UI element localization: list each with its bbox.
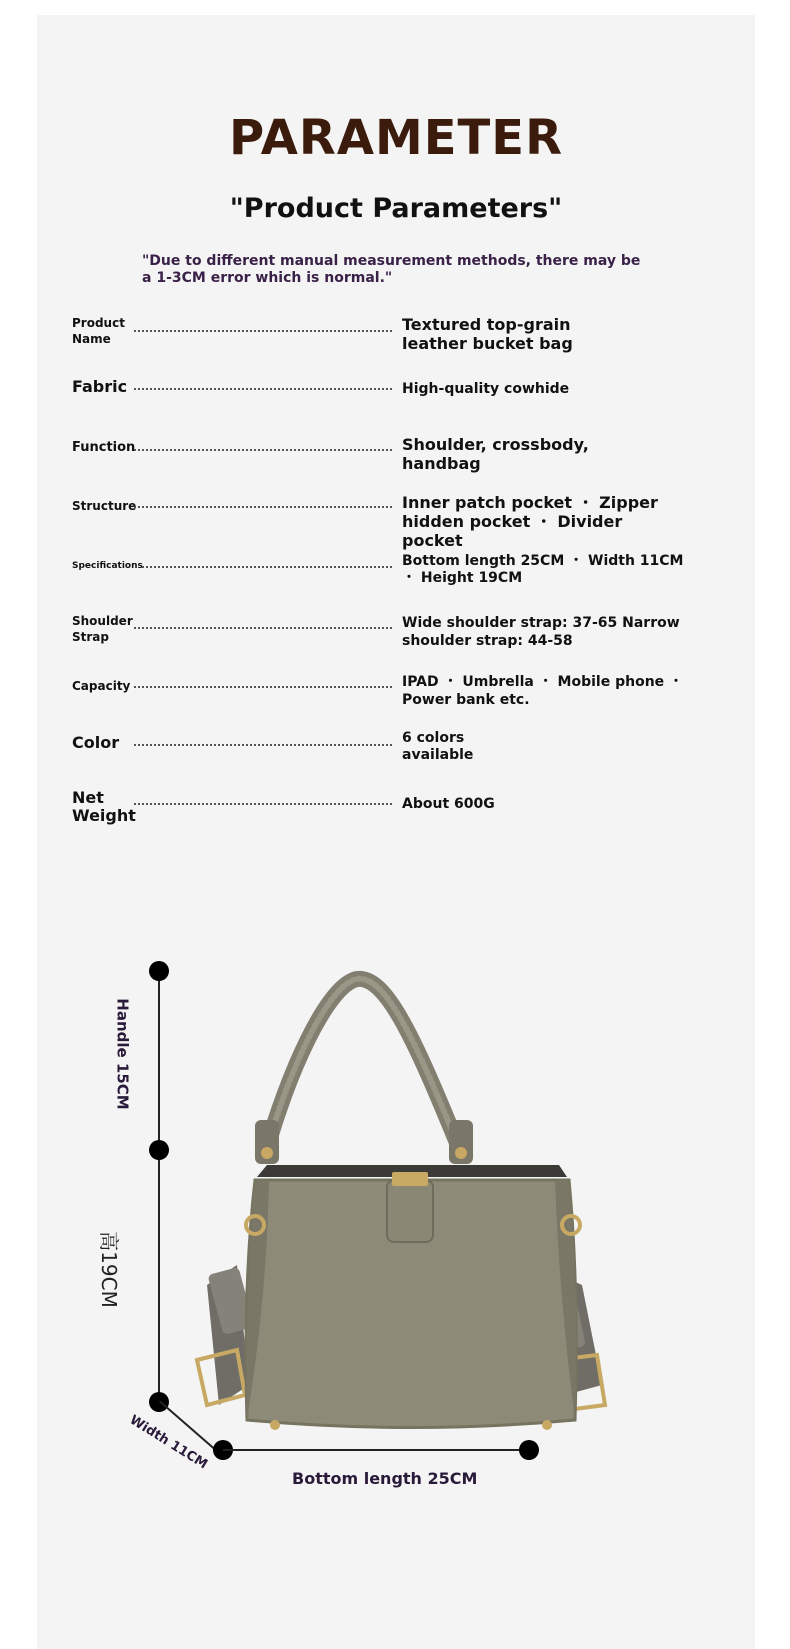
measurement-note: "Due to different manual measurement methods, there may be a 1-3CM error which is normal." (142, 253, 641, 286)
param-value: High-quality cowhide (402, 381, 570, 397)
height-dimension-line (158, 971, 160, 1403)
page-subtitle: "Product Parameters" (229, 193, 563, 224)
param-label: Shoulder Strap (72, 614, 133, 644)
param-value: Bottom length 25CM ・ Width 11CM ・ Height 19CM (402, 553, 684, 586)
height-label: 高19CM (96, 1231, 121, 1308)
page-title: PARAMETER (228, 110, 564, 166)
param-value: Shoulder, crossbody, handbag (402, 435, 589, 473)
param-label: Structure (72, 499, 137, 513)
param-label: Capacity (72, 679, 131, 693)
dotted-leader (134, 627, 392, 629)
dotted-leader (134, 686, 392, 688)
dotted-leader (142, 566, 392, 568)
bottom-length-line (223, 1449, 529, 1451)
param-value: Textured top-grain leather bucket bag (402, 315, 573, 353)
dotted-leader (134, 449, 392, 451)
handle-length-label: Handle 15CM (113, 998, 132, 1110)
handle-top-dot (149, 961, 169, 981)
bottom-length-label: Bottom length 25CM (292, 1469, 478, 1488)
param-value: Wide shoulder strap: 37-65 Narrow shoulder strap: 44-58 (402, 615, 680, 649)
param-value: IPAD ・ Umbrella ・ Mobile phone ・ Power bank etc. (402, 674, 684, 708)
dotted-leader (134, 388, 392, 390)
param-label: Net Weight (72, 788, 136, 825)
dotted-leader (134, 506, 392, 508)
dotted-leader (134, 744, 392, 746)
dotted-leader (134, 803, 392, 805)
param-label: Function (72, 440, 136, 455)
param-label: Fabric (72, 377, 128, 396)
param-label: Color (72, 733, 120, 752)
param-value: About 600G (402, 796, 495, 812)
param-value: 6 colors available (402, 730, 474, 763)
param-label: Specifications (72, 561, 143, 571)
bottom-right-dot (519, 1440, 539, 1460)
width-label: Width 11CM (126, 1412, 210, 1473)
bucket-bag-image (187, 965, 637, 1435)
parameter-card (37, 15, 755, 1649)
param-label: Product Name (72, 316, 125, 346)
dotted-leader (134, 330, 392, 332)
param-value: Inner patch pocket ・ Zipper hidden pocket ・ Divider pocket (402, 493, 658, 550)
handle-bottom-dot (149, 1140, 169, 1160)
